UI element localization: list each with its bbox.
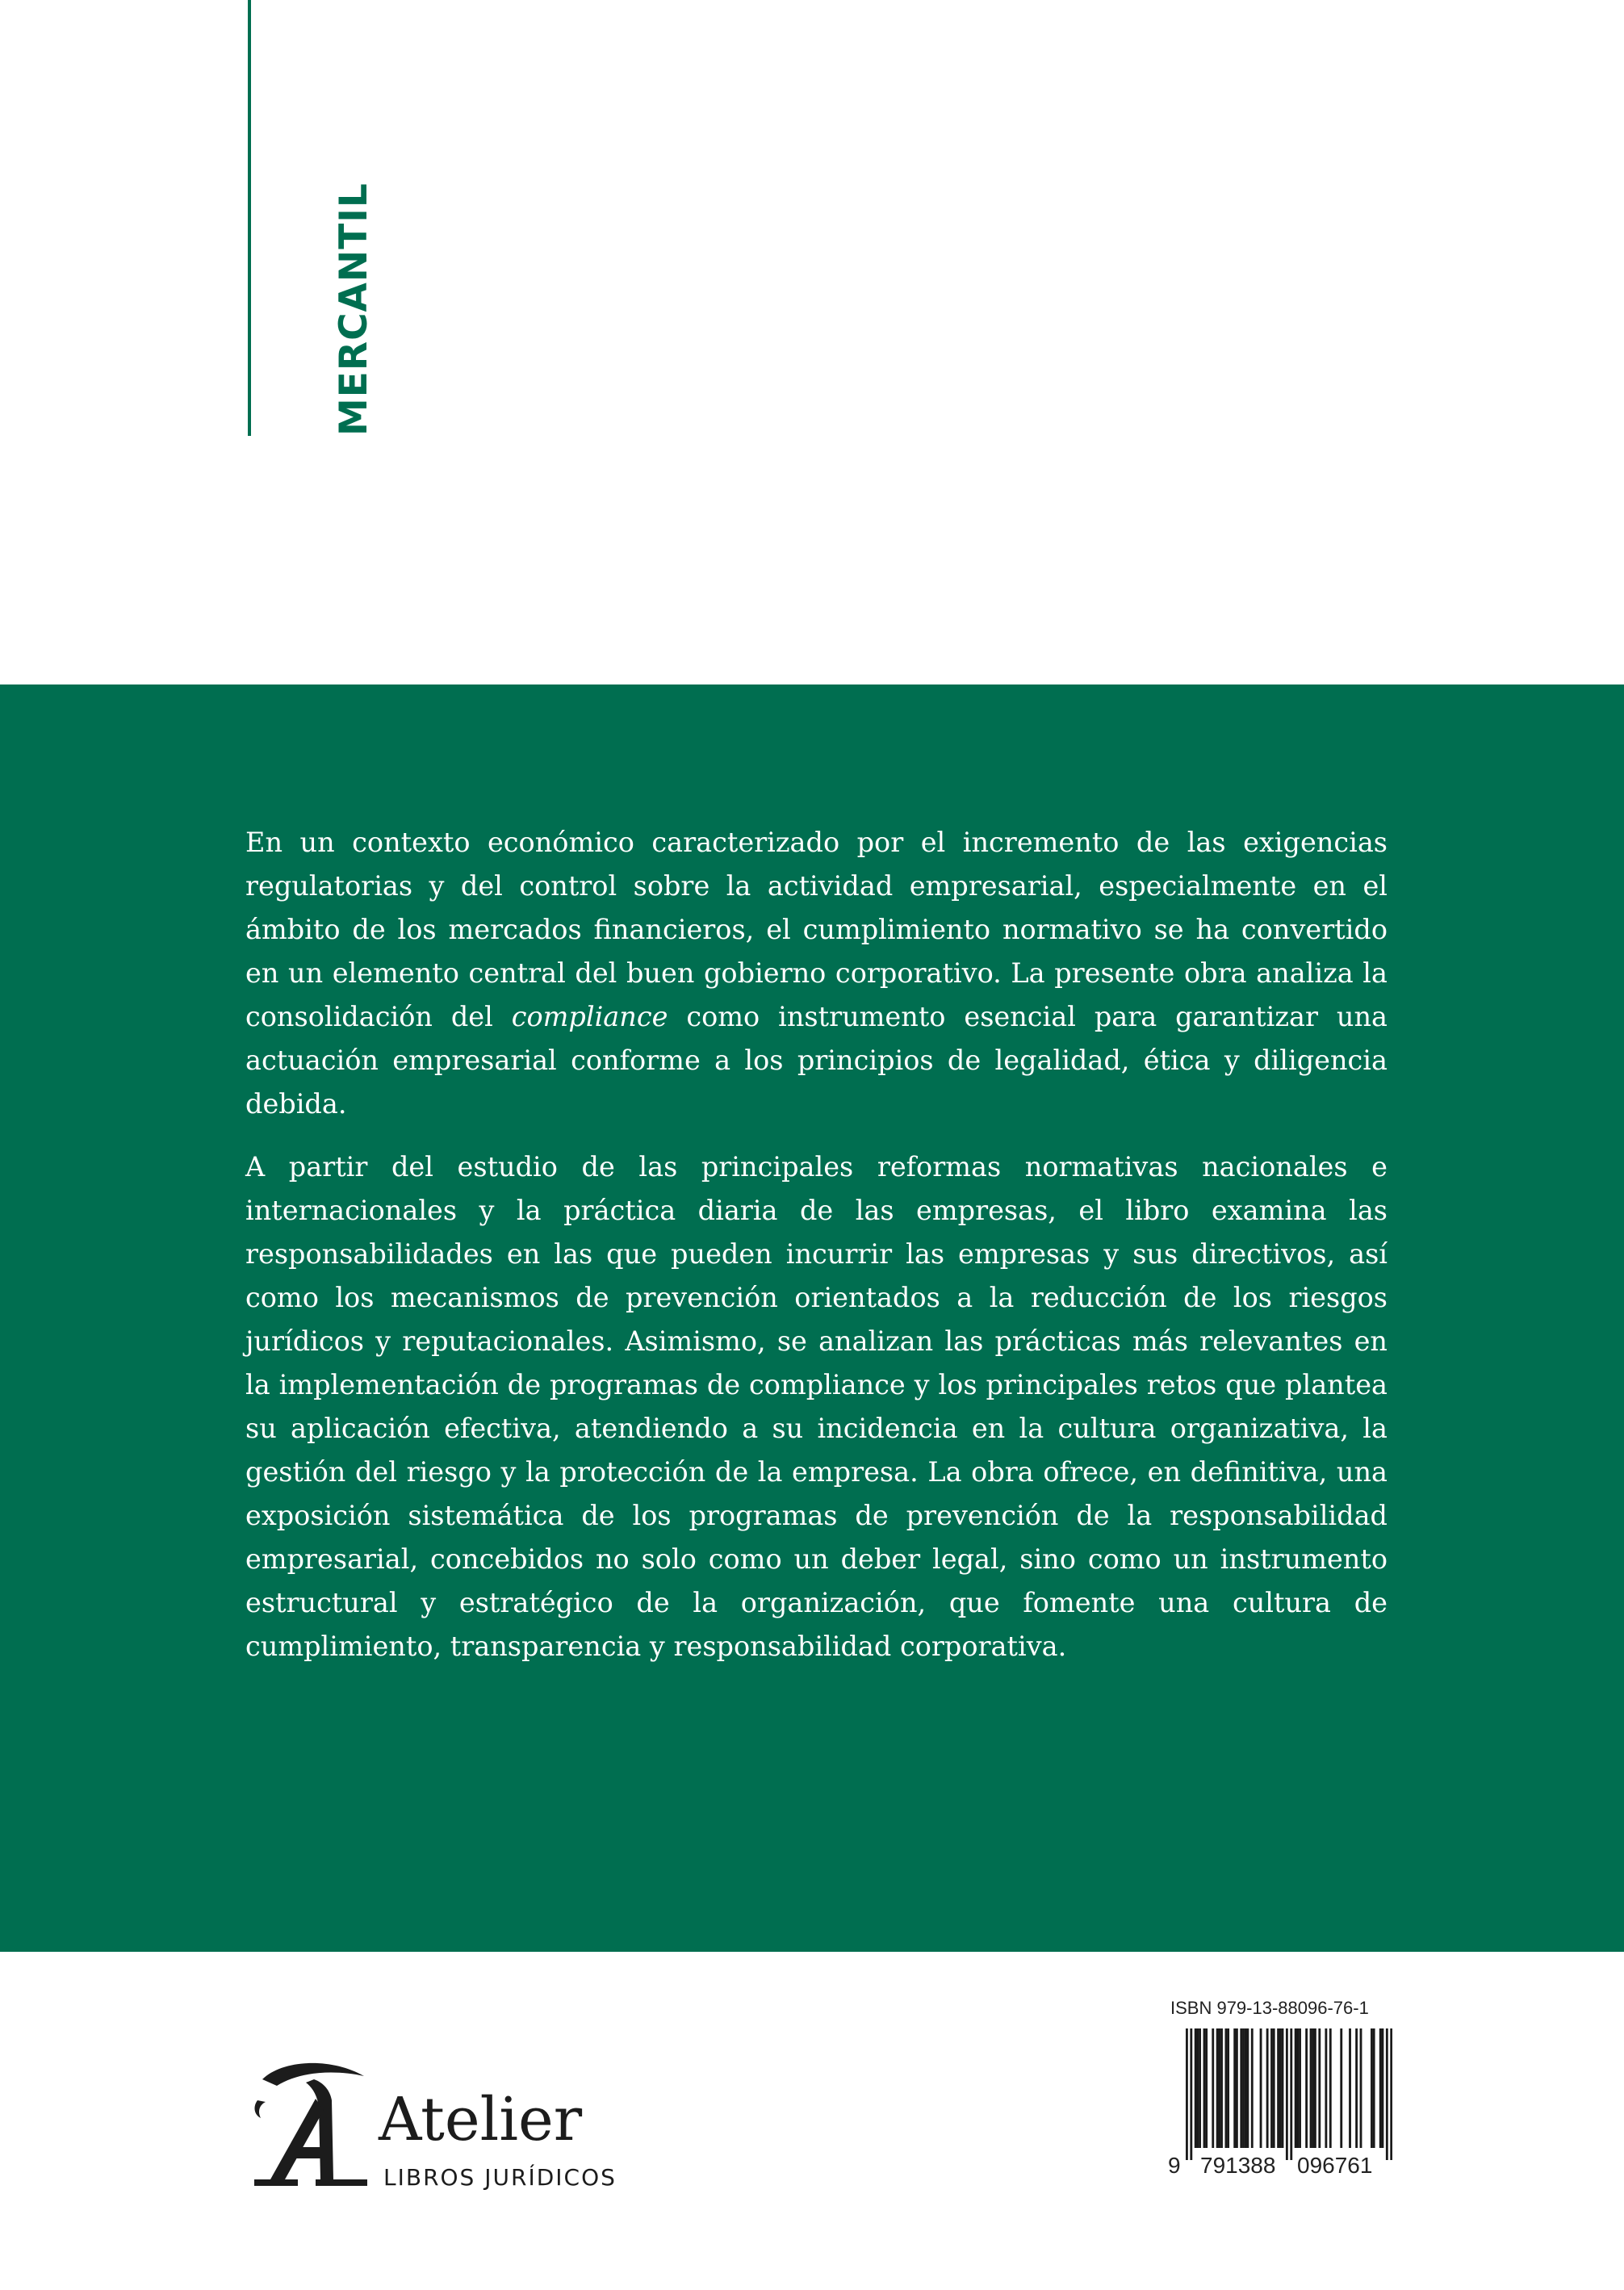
barcode-bar — [1318, 2028, 1321, 2148]
barcode-bar — [1190, 2028, 1192, 2160]
barcode-bar — [1251, 2028, 1254, 2148]
barcode-bar — [1325, 2028, 1327, 2148]
barcode-bar — [1299, 2028, 1301, 2148]
barcode-bar — [1266, 2028, 1269, 2148]
barcode-bar — [1310, 2028, 1312, 2148]
barcode-bar — [1329, 2028, 1332, 2148]
barcode-bar — [1242, 2028, 1245, 2148]
synopsis-paragraph-1: En un contexto económico caracterizado por el incremento de las exigencias regulatorias y del control sobre la actividad empresarial, especialmente en el ámbito de los mercados financieros, el cumplimiento normativo se ha convertido en un elemento central del buen gobierno corporativo. La presente obra analiza la consolidación del compliance como instrumento esencial para garantizar una actuación empresarial conforme a los principios de legalidad, ética y diligencia debida. — [245, 827, 1388, 1120]
publisher-subtitle: LIBROS JURÍDICOS — [383, 2164, 617, 2191]
barcode-bar — [1295, 2028, 1297, 2148]
collection-label: MERCANTIL — [332, 182, 376, 436]
ean-left-group: 791388 — [1200, 2153, 1276, 2178]
barcode-bar — [1195, 2028, 1197, 2148]
atelier-a-emblem-icon — [246, 2058, 375, 2192]
barcode-bar — [1260, 2028, 1262, 2148]
barcode-bar — [1205, 2028, 1208, 2148]
barcode-bar — [1186, 2028, 1188, 2160]
barcode-bar — [1236, 2028, 1238, 2148]
barcode-bar — [1240, 2028, 1242, 2148]
barcode-bar — [1312, 2028, 1314, 2148]
barcode-bar — [1373, 2028, 1375, 2148]
barcode-bar — [1340, 2028, 1342, 2148]
barcode-bar — [1314, 2028, 1316, 2148]
barcode-bar — [1212, 2028, 1214, 2148]
barcode-bar — [1227, 2028, 1229, 2148]
barcode-bar — [1220, 2028, 1223, 2148]
barcode-bar — [1245, 2028, 1247, 2148]
barcode-bar — [1355, 2028, 1358, 2148]
spine-rule — [248, 0, 251, 436]
barcode-bar — [1290, 2028, 1292, 2160]
ean-digits — [1168, 2153, 1392, 2185]
barcode-bar — [1273, 2028, 1275, 2148]
barcode-bar — [1390, 2028, 1392, 2160]
barcode-bar — [1379, 2028, 1382, 2148]
barcode-bar — [1246, 2028, 1249, 2148]
synopsis-paragraph-2: A partir del estudio de las principales reformas normativas nacionales e internacionales y la práctica diaria de las empresas, el libro examina las responsabilidades en las que pueden incurrir las empresas y sus directivos, así como los mecanismos de prevención orientados a la reducción de los riesgos jurídicos y reputacionales. Asimismo, se analizan las prácticas más relevantes en la implementación de programas de compliance y los principales retos que plantea su aplicación efectiva, atendiendo a su incidencia en la cultura organizativa, la gestión del riesgo y la protección de la empresa. La obra ofrece, en definitiva, una exposición sistemática de los programas de prevención de la responsabilidad empresarial, concebidos no solo como un deber legal, sino como un instrumento estructural y estratégico de la organización, que fomente una cultura de cumplimiento, transparencia y responsabilidad corporativa. — [245, 1151, 1388, 1662]
barcode-bar — [1382, 2028, 1384, 2148]
isbn-barcode-block — [1168, 1998, 1392, 2192]
barcode-bar — [1216, 2028, 1219, 2148]
barcode-bar — [1233, 2028, 1236, 2148]
barcode-bar — [1296, 2028, 1299, 2148]
barcode-bar — [1349, 2028, 1351, 2148]
barcode-bar — [1277, 2028, 1279, 2148]
barcode-bar — [1371, 2028, 1373, 2148]
publisher-logo — [246, 2046, 634, 2216]
barcode-bar — [1282, 2028, 1284, 2148]
compliance-term: compliance — [511, 1001, 668, 1032]
ean-right-group: 096761 — [1297, 2153, 1373, 2178]
barcode-bar — [1305, 2028, 1308, 2148]
barcode-bar — [1218, 2028, 1220, 2148]
ean-prefix: 9 — [1168, 2153, 1181, 2178]
barcode-bar — [1203, 2028, 1206, 2148]
barcode — [1168, 2028, 1392, 2160]
barcode-bar — [1386, 2028, 1388, 2160]
barcode-bar — [1196, 2028, 1199, 2148]
barcode-bar — [1270, 2028, 1273, 2148]
barcode-bar — [1199, 2028, 1201, 2148]
barcode-bar — [1286, 2028, 1288, 2160]
synopsis-text — [245, 821, 1388, 1668]
publisher-name: Atelier — [379, 2085, 583, 2154]
isbn-label: ISBN 979-13-88096-76-1 — [1170, 1998, 1369, 2018]
barcode-bar — [1279, 2028, 1282, 2148]
barcode-bar — [1360, 2028, 1362, 2148]
barcode-bar — [1225, 2028, 1228, 2148]
